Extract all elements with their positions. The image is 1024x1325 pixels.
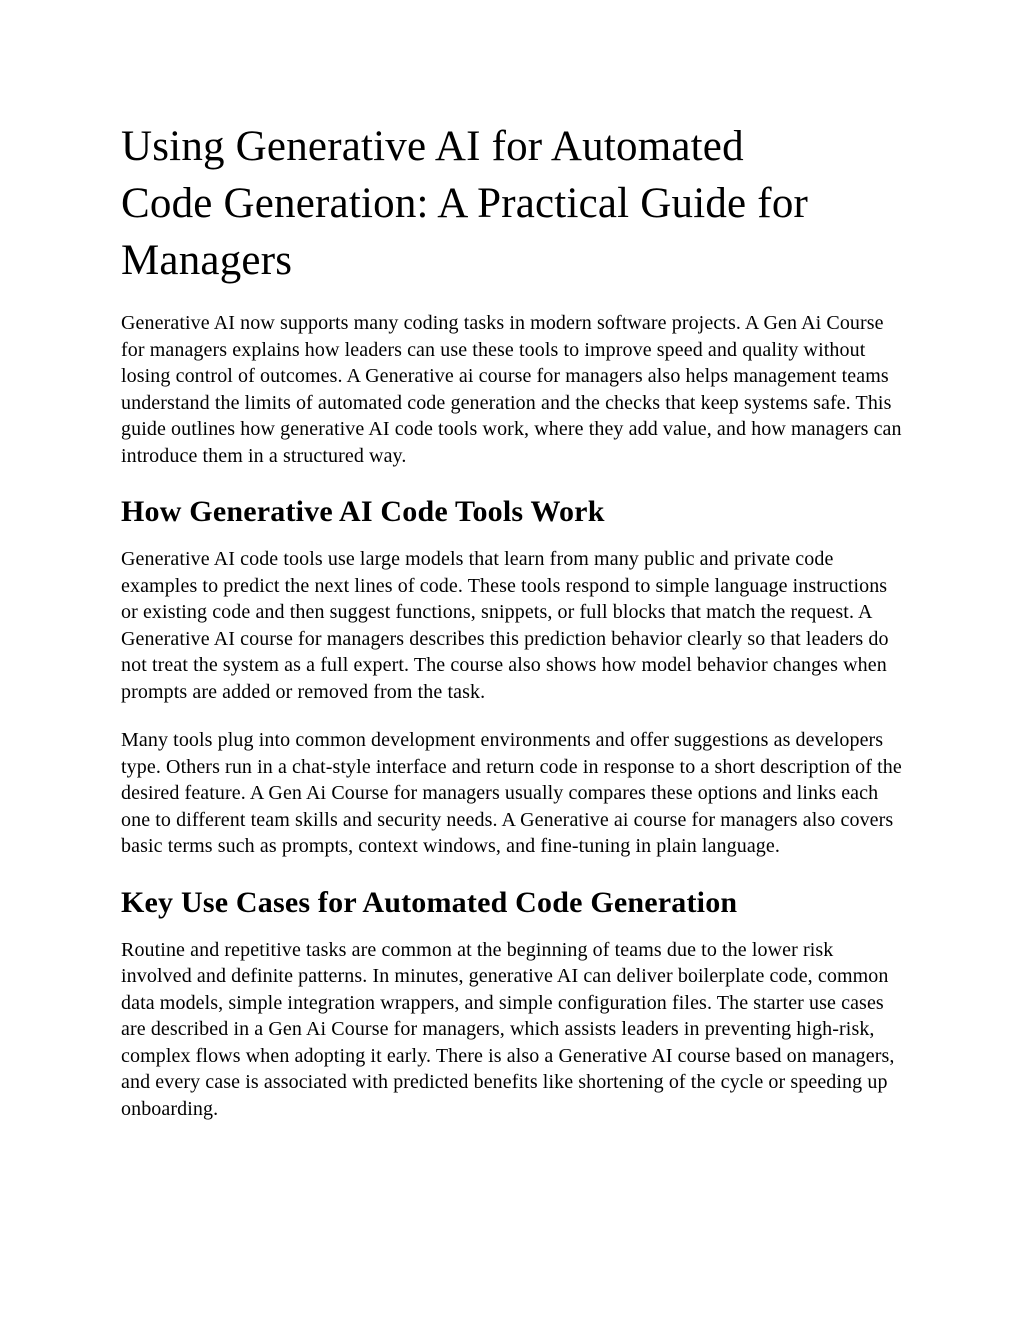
page-title xyxy=(121,118,903,289)
section-heading-how-tools-work: How Generative AI Code Tools Work xyxy=(121,495,605,528)
section-1-paragraph-1: Generative AI code tools use large models that learn from many public and private code examples to predict the next lines of code. These tools respond to simple language instructions or existing code and then suggest functions, snippets, or full blocks that match the request. A Generative AI course for managers describes this prediction behavior clearly so that leaders do not treat the system as a full expert. The course also shows how model behavior changes when prompts are added or removed from the task. xyxy=(121,548,889,703)
title-line-2: Code Generation: A Practical Guide for xyxy=(121,180,809,227)
intro-paragraph: Generative AI now supports many coding tasks in modern software projects. A Gen Ai Course for managers explains how leaders can use these tools to improve speed and quality without losing control of outcomes. A Generative ai course for managers also helps management teams understand the limits of automated code generation and the checks that keep systems safe. This guide outlines how generative AI code tools work, where they add value, and how managers can introduce them in a structured way. xyxy=(121,312,902,467)
title-line-3: Managers xyxy=(121,237,293,284)
section-heading-key-use-cases: Key Use Cases for Automated Code Generation xyxy=(121,885,738,919)
section-1-paragraph-2: Many tools plug into common development environments and offer suggestions as developers type. Others run in a chat-style interface and return code in response to a short description of the desired feature. A Gen Ai Course for managers usually compares these options and links each one to different team skills and security needs. A Generative ai course for managers also covers basic terms such as prompts, context windows, and fine-tuning in plain language. xyxy=(121,729,902,857)
title-line-1: Using Generative AI for Automated xyxy=(121,123,744,170)
section-2-paragraph-1: Routine and repetitive tasks are common at the beginning of teams due to the lower risk involved and definite patterns. In minutes, generative AI can deliver boilerplate code, common data models, simple integration wrappers, and simple configuration files. The starter use cases are described in a Gen Ai Course for managers, which assists leaders in preventing high-risk, complex flows when adopting it early. There is also a Generative AI course based on managers, and every case is associated with predicted benefits like shortening of the cycle or speeding up onboarding. xyxy=(121,938,895,1120)
